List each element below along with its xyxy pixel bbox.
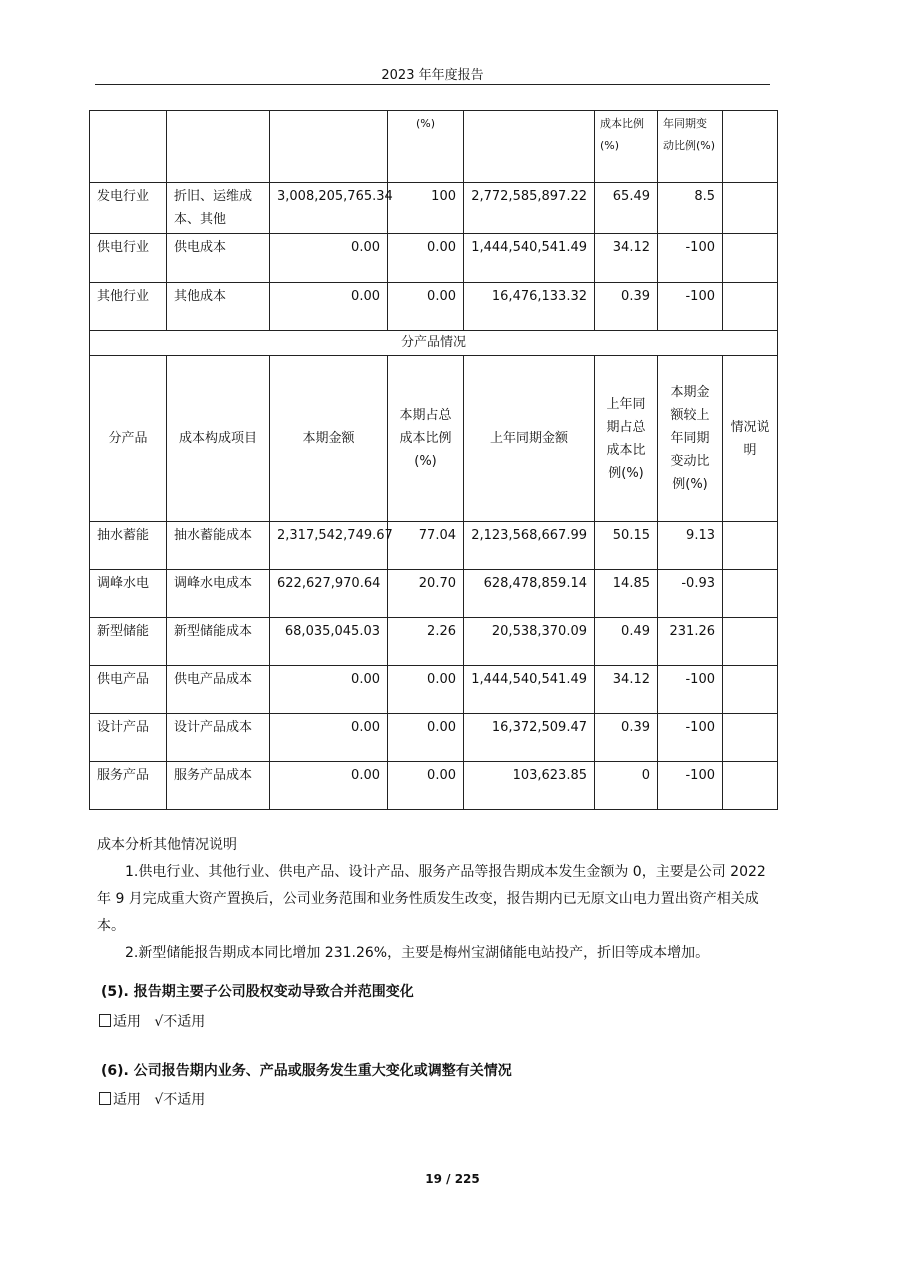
table-cell: 20,538,370.09 <box>464 618 595 666</box>
table-cell: -100 <box>658 234 723 283</box>
table-cell: 16,476,133.32 <box>464 283 595 331</box>
table-cell: 14.85 <box>595 570 658 618</box>
column-header: 成本构成项目 <box>167 356 270 522</box>
table-cell: 2,317,542,749.67 <box>270 522 388 570</box>
cost-analysis-notes <box>97 832 777 967</box>
section-6-heading: (6). 公司报告期内业务、产品或服务发生重大变化或调整有关情况 <box>101 1063 512 1079</box>
table-cell: 8.5 <box>658 183 723 234</box>
table-row <box>90 522 778 570</box>
table-cell: 其他成本 <box>167 283 270 331</box>
table-cell: 20.70 <box>388 570 464 618</box>
table-cell: 供电成本 <box>167 234 270 283</box>
page-number: 19 / 225 <box>425 1172 480 1186</box>
table-cell: 调峰水电 <box>90 570 167 618</box>
table-cell: 231.26 <box>658 618 723 666</box>
table-cell: 供电产品成本 <box>167 666 270 714</box>
table-cell <box>723 183 778 234</box>
table-row <box>90 714 778 762</box>
table-cell: 50.15 <box>595 522 658 570</box>
table-cell: -100 <box>658 714 723 762</box>
table-row <box>90 183 778 234</box>
table-cell <box>723 234 778 283</box>
table-cell: 0.39 <box>595 283 658 331</box>
table-cell <box>723 666 778 714</box>
table-cell: 0.00 <box>270 283 388 331</box>
report-header-title: 2023 年年度报告 <box>381 68 484 83</box>
table-row <box>90 283 778 331</box>
table-cell: 折旧、运维成本、其他 <box>167 183 270 234</box>
table-cell: 2,123,568,667.99 <box>464 522 595 570</box>
table-cell: (%) <box>388 111 464 183</box>
notes-paragraph-2: 2.新型储能报告期成本同比增加 231.26%，主要是梅州宝湖储能电站投产，折旧等成本增加。 <box>125 945 710 961</box>
table-row <box>90 570 778 618</box>
table-cell: 103,623.85 <box>464 762 595 810</box>
table-cell: 供电产品 <box>90 666 167 714</box>
table-row <box>90 762 778 810</box>
table-row <box>90 666 778 714</box>
table-cell: 65.49 <box>595 183 658 234</box>
checkbox-icon <box>99 1014 111 1027</box>
table-cell <box>167 111 270 183</box>
table-cell: 供电行业 <box>90 234 167 283</box>
table-cell: 34.12 <box>595 666 658 714</box>
table-cell: 设计产品成本 <box>167 714 270 762</box>
table-cell: 9.13 <box>658 522 723 570</box>
table-row <box>90 234 778 283</box>
table-cell: 调峰水电成本 <box>167 570 270 618</box>
table-cell: -100 <box>658 762 723 810</box>
option-applicable: 适用 <box>113 1092 141 1108</box>
table-cell: 0.00 <box>270 666 388 714</box>
table-cell: 34.12 <box>595 234 658 283</box>
table-cell: 0.00 <box>388 762 464 810</box>
table-cell: 2,772,585,897.22 <box>464 183 595 234</box>
section-5-heading: (5). 报告期主要子公司股权变动导致合并范围变化 <box>101 984 414 1000</box>
table-row <box>90 618 778 666</box>
table-cell: 抽水蓄能 <box>90 522 167 570</box>
option-not-applicable: √不适用 <box>154 1092 206 1108</box>
table-cell <box>270 111 388 183</box>
table-cell: 服务产品成本 <box>167 762 270 810</box>
table-cell <box>723 283 778 331</box>
option-applicable: 适用 <box>113 1014 141 1030</box>
table-cell: 0.49 <box>595 618 658 666</box>
table-cell: 0.00 <box>388 234 464 283</box>
notes-title: 成本分析其他情况说明 <box>97 837 237 853</box>
table-cell: 0 <box>595 762 658 810</box>
table-cell <box>723 714 778 762</box>
table-cell: 年同期变动比例(%) <box>658 111 723 183</box>
table-cell: 服务产品 <box>90 762 167 810</box>
section-title: 分产品情况 <box>90 331 778 356</box>
table-cell: 设计产品 <box>90 714 167 762</box>
table-cell <box>723 618 778 666</box>
header-divider <box>95 84 770 85</box>
table-cell: 新型储能成本 <box>167 618 270 666</box>
table-cell <box>723 522 778 570</box>
table-cell: 0.00 <box>270 234 388 283</box>
table-cell <box>723 570 778 618</box>
table-cell: 0.00 <box>388 283 464 331</box>
column-header: 分产品 <box>90 356 167 522</box>
table-cell: -0.93 <box>658 570 723 618</box>
column-header: 本期占总成本比例(%) <box>388 356 464 522</box>
table-cell: 77.04 <box>388 522 464 570</box>
table-row <box>90 111 778 183</box>
notes-paragraph-1: 1.供电行业、其他行业、供电产品、设计产品、服务产品等报告期成本发生金额为 0，主要是公司 2022 年 9 月完成重大资产置换后，公司业务范围和业务性质发生改变，报告期内已无原文山电力置出资产相关成本。 <box>97 864 766 934</box>
table-cell: 新型储能 <box>90 618 167 666</box>
table-cell: 16,372,509.47 <box>464 714 595 762</box>
table-cell: 0.39 <box>595 714 658 762</box>
cost-analysis-table <box>89 110 778 810</box>
table-cell: 2.26 <box>388 618 464 666</box>
section-6-options <box>99 1089 205 1109</box>
column-header: 上年同期金额 <box>464 356 595 522</box>
column-header: 本期金额较上年同期变动比例(%) <box>658 356 723 522</box>
table-cell: -100 <box>658 283 723 331</box>
column-header: 本期金额 <box>270 356 388 522</box>
table-cell: 抽水蓄能成本 <box>167 522 270 570</box>
table-header-row <box>90 356 778 522</box>
table-cell: 0.00 <box>388 666 464 714</box>
checkbox-icon <box>99 1092 111 1105</box>
table-cell: 100 <box>388 183 464 234</box>
column-header: 情况说明 <box>723 356 778 522</box>
table-cell: 68,035,045.03 <box>270 618 388 666</box>
table-cell: -100 <box>658 666 723 714</box>
table-cell: 其他行业 <box>90 283 167 331</box>
table-row <box>90 331 778 356</box>
table-cell: 3,008,205,765.34 <box>270 183 388 234</box>
table-cell: 1,444,540,541.49 <box>464 234 595 283</box>
table-cell: 628,478,859.14 <box>464 570 595 618</box>
table-cell <box>90 111 167 183</box>
table-cell: 成本比例(%) <box>595 111 658 183</box>
table-cell: 0.00 <box>388 714 464 762</box>
table-cell: 发电行业 <box>90 183 167 234</box>
option-not-applicable: √不适用 <box>154 1014 206 1030</box>
column-header: 上年同期占总成本比例(%) <box>595 356 658 522</box>
table-cell <box>723 111 778 183</box>
section-5-options <box>99 1011 205 1031</box>
table-cell <box>464 111 595 183</box>
table-cell <box>723 762 778 810</box>
table-cell: 0.00 <box>270 714 388 762</box>
table-cell: 1,444,540,541.49 <box>464 666 595 714</box>
table-cell: 0.00 <box>270 762 388 810</box>
table-cell: 622,627,970.64 <box>270 570 388 618</box>
